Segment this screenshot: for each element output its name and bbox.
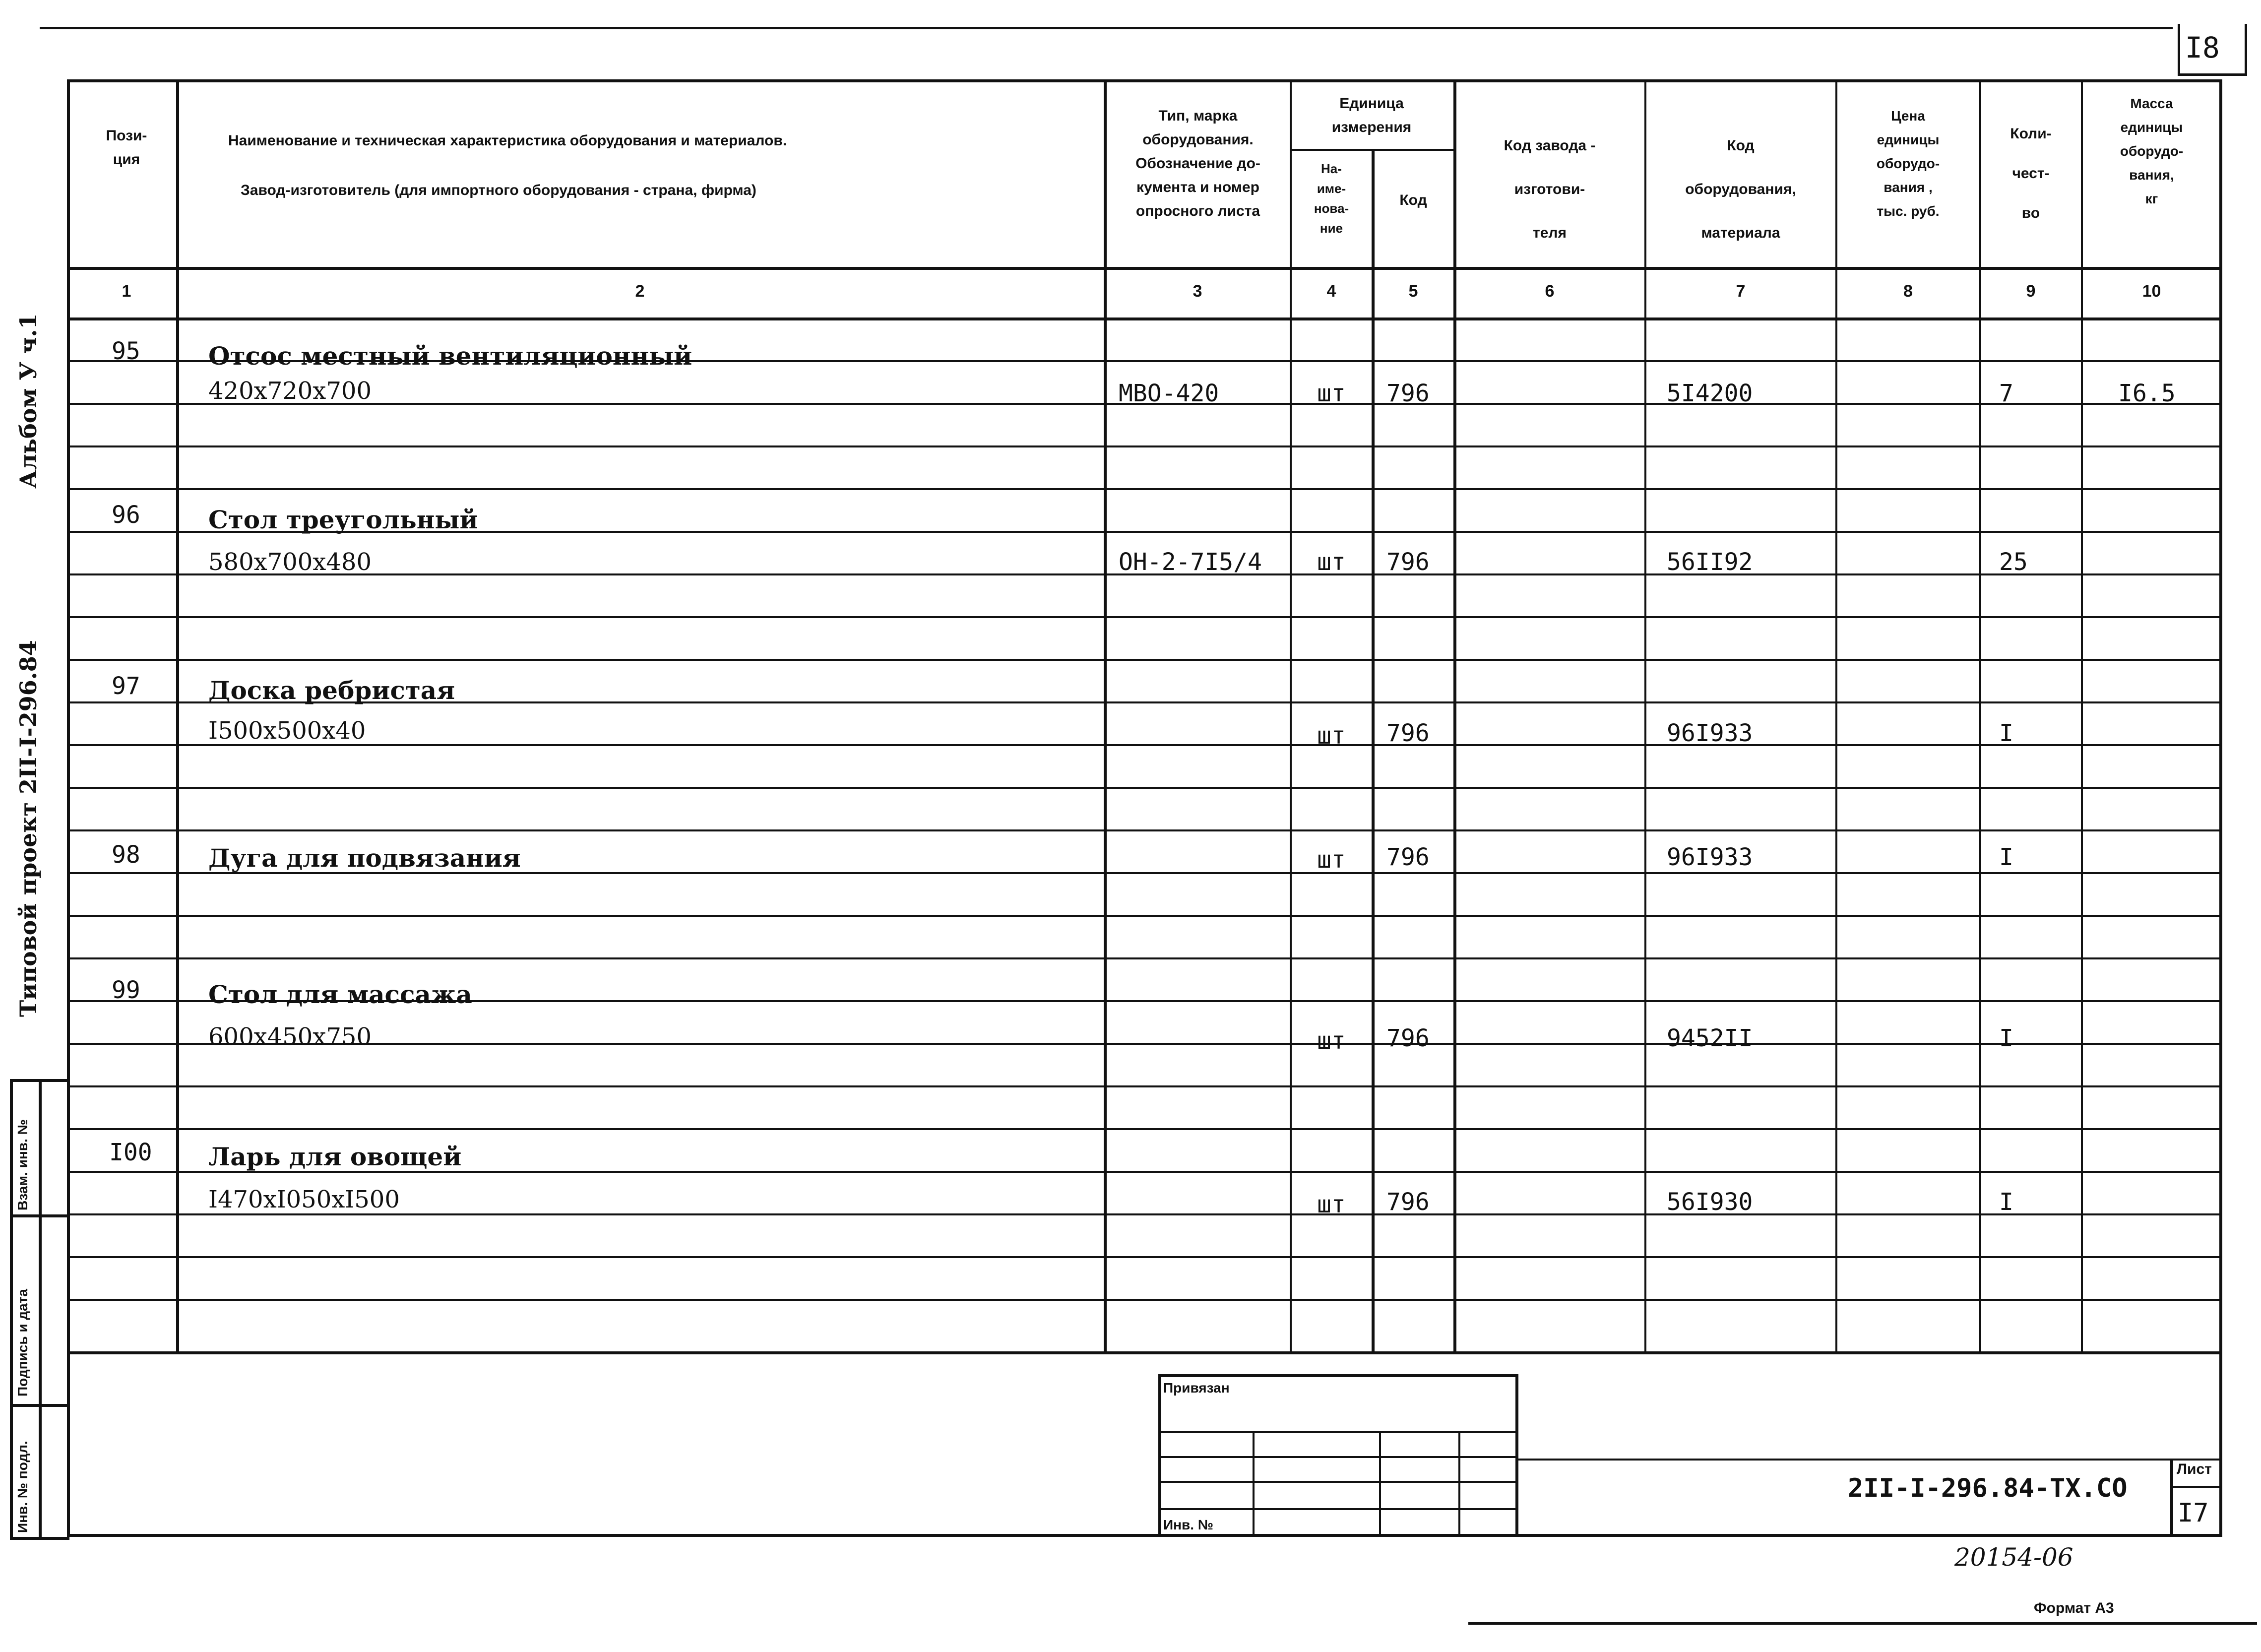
- title-block-divider: [1253, 1431, 1255, 1537]
- row-99-equipment-code: 9452II: [1667, 1024, 1753, 1052]
- colnum-bottom-rule: [67, 318, 2222, 320]
- col-divider: [1104, 79, 1107, 1353]
- inventory-number-label: Инв. №: [1163, 1517, 1214, 1532]
- header-unit-name: На- име- нова- ние: [1314, 161, 1349, 236]
- row-95-mass: I6.5: [2118, 380, 2176, 407]
- row-97-dims: I500x500x40: [208, 717, 366, 745]
- row-95-position: 95: [112, 337, 140, 365]
- title-block-rule: [1158, 1481, 1515, 1483]
- header-position: Пози- ция: [106, 127, 147, 168]
- row-98-unit: шт: [1317, 846, 1346, 874]
- header-type: Тип, марка оборудования. Обозначение до- кумента и номер опросного листа: [1135, 108, 1260, 219]
- row-99-unit: шт: [1317, 1027, 1346, 1055]
- title-block-rule: [1515, 1459, 2222, 1461]
- header-name-line1: Наименование и техническая характеристика оборудования и материалов.: [228, 132, 787, 149]
- col-divider: [1835, 79, 1837, 1353]
- attached-label: Привязан: [1163, 1380, 1230, 1396]
- row-98-position: 98: [112, 841, 140, 869]
- row-95-name: Отсос местный вентиляционный: [208, 341, 692, 371]
- row-97-unit-code: 796: [1386, 719, 1430, 747]
- sheet-number: I7: [2178, 1498, 2209, 1528]
- stamp-rule: [10, 1537, 69, 1540]
- document-code: 2II-I-296.84-ТХ.СО: [1848, 1473, 2128, 1503]
- row-96-dims: 580x700x480: [208, 548, 372, 576]
- header-unit-code: Код: [1399, 192, 1427, 208]
- stamp-strip-left: [10, 1079, 13, 1538]
- stamp-label-replace-inv: Взам. инв. №: [15, 1119, 30, 1210]
- col-divider: [176, 79, 179, 1353]
- format-label: Формат А3: [2034, 1600, 2114, 1616]
- row-rule: [67, 915, 2222, 917]
- header-unit-group: Единица измерения: [1331, 95, 1412, 135]
- row-95-dims: 420x720x700: [208, 377, 372, 405]
- stamp-rule: [10, 1079, 69, 1082]
- row-97-position: 97: [112, 672, 140, 700]
- row-100-quantity: I: [1999, 1188, 2013, 1216]
- header-maker-code: Код завода - изготови- теля: [1504, 137, 1596, 241]
- row-rule: [67, 616, 2222, 618]
- row-rule: [67, 829, 2222, 831]
- handwritten-number: 20154-06: [1954, 1543, 2073, 1572]
- row-rule: [67, 1085, 2222, 1087]
- row-97-quantity: I: [1999, 719, 2013, 747]
- row-rule: [67, 1128, 2222, 1130]
- row-96-unit: шт: [1317, 548, 1346, 576]
- row-99-quantity: I: [1999, 1024, 2013, 1052]
- title-block-top: [1158, 1374, 1515, 1377]
- column-number: 5: [1408, 282, 1418, 301]
- row-95-quantity: 7: [1999, 380, 2013, 407]
- title-block-left: [1158, 1374, 1161, 1537]
- column-number: 7: [1736, 282, 1746, 301]
- row-100-equipment-code: 56I930: [1667, 1188, 1753, 1216]
- stamp-strip-mid: [39, 1079, 42, 1538]
- col-divider: [2081, 79, 2083, 1353]
- stamp-label-signature-date: Подпись и дата: [15, 1289, 30, 1397]
- row-100-dims: I470xI050xI500: [208, 1186, 400, 1213]
- row-rule: [67, 1213, 2222, 1215]
- header-equipment-code: Код оборудования, материала: [1685, 137, 1796, 241]
- column-number: 8: [1903, 282, 1913, 301]
- row-99-name: Стол для массажа: [208, 980, 472, 1009]
- top-rule: [40, 27, 2173, 29]
- sheet-corner-number: I8: [2185, 31, 2220, 64]
- header-name-line2: Завод-изготовитель (для импортного оборудования - страна, фирма): [241, 182, 756, 198]
- row-97-name: Доска ребристая: [208, 676, 455, 705]
- title-block-divider: [1379, 1431, 1381, 1537]
- row-97-equipment-code: 96I933: [1667, 719, 1753, 747]
- unit-group-divider: [1290, 149, 1453, 151]
- col-divider: [1453, 79, 1456, 1353]
- row-rule: [67, 957, 2222, 959]
- header-unit-mass: Масса единицы оборудо- вания, кг: [2120, 96, 2184, 206]
- row-97-unit: шт: [1317, 722, 1346, 750]
- col-divider: [1644, 79, 1646, 1353]
- column-number: 2: [635, 282, 645, 301]
- row-rule: [67, 659, 2222, 661]
- column-number: 1: [122, 282, 131, 301]
- row-rule: [67, 488, 2222, 490]
- row-96-unit-code: 796: [1386, 548, 1430, 576]
- row-98-equipment-code: 96I933: [1667, 843, 1753, 871]
- row-rule: [67, 445, 2222, 447]
- row-100-unit-code: 796: [1386, 1188, 1430, 1216]
- header-quantity: Коли- чест- во: [2010, 126, 2052, 221]
- column-number: 4: [1326, 282, 1336, 301]
- row-98-unit-code: 796: [1386, 843, 1430, 871]
- header-bottom-rule: [67, 267, 2222, 270]
- row-96-type: ОН-2-7I5/4: [1119, 548, 1262, 576]
- row-rule: [67, 1043, 2222, 1045]
- row-100-unit: шт: [1317, 1191, 1346, 1218]
- stamp-label-inv-original: Инв. № подл.: [15, 1441, 30, 1533]
- title-block-divider: [1458, 1431, 1460, 1537]
- row-rule: [67, 1256, 2222, 1258]
- col-divider: [1290, 79, 1292, 1353]
- row-96-position: 96: [112, 501, 140, 529]
- row-99-dims: 600x450x750: [208, 1023, 372, 1051]
- row-100-name: Ларь для овощей: [208, 1142, 462, 1171]
- header-unit-price: Цена единицы оборудо- вания , тыс. руб.: [1876, 108, 1940, 219]
- row-98-name: Дуга для подвязания: [208, 843, 521, 873]
- row-99-position: 99: [112, 976, 140, 1004]
- sheet-box-rule: [2170, 1486, 2222, 1488]
- bottom-rule: [1468, 1622, 2257, 1625]
- row-95-unit-code: 796: [1386, 380, 1430, 407]
- title-block-rule: [1158, 1508, 1515, 1510]
- row-95-equipment-code: 5I4200: [1667, 380, 1753, 407]
- row-rule: [67, 787, 2222, 789]
- title-block-right: [1515, 1374, 1518, 1537]
- row-98-quantity: I: [1999, 843, 2013, 871]
- col-divider: [1979, 79, 1981, 1353]
- column-number: 3: [1193, 282, 1202, 301]
- side-album-title: Альбом У ч.1: [15, 313, 42, 489]
- row-95-type: МВО-420: [1119, 380, 1219, 407]
- row-rule: [67, 1299, 2222, 1301]
- stamp-rule: [10, 1214, 69, 1217]
- row-96-quantity: 25: [1999, 548, 2028, 576]
- row-95-unit: шт: [1317, 380, 1346, 407]
- title-block-rule: [1158, 1456, 1515, 1458]
- row-96-name: Стол треугольный: [208, 505, 478, 534]
- row-99-unit-code: 796: [1386, 1024, 1430, 1052]
- column-number: 9: [2026, 282, 2036, 301]
- row-96-equipment-code: 56II92: [1667, 548, 1753, 576]
- row-rule: [67, 744, 2222, 746]
- table-bottom-rule: [67, 1351, 2222, 1354]
- sheet-label: Лист: [2177, 1461, 2212, 1477]
- column-number: 6: [1545, 282, 1555, 301]
- title-block-rule: [1158, 1431, 1515, 1433]
- column-number: 10: [2142, 282, 2161, 301]
- sheet-box-left: [2170, 1459, 2173, 1537]
- side-project-title: Типовой проект 2II-I-296.84: [15, 640, 42, 1017]
- stamp-rule: [10, 1404, 69, 1407]
- row-100-position: I00: [109, 1139, 152, 1166]
